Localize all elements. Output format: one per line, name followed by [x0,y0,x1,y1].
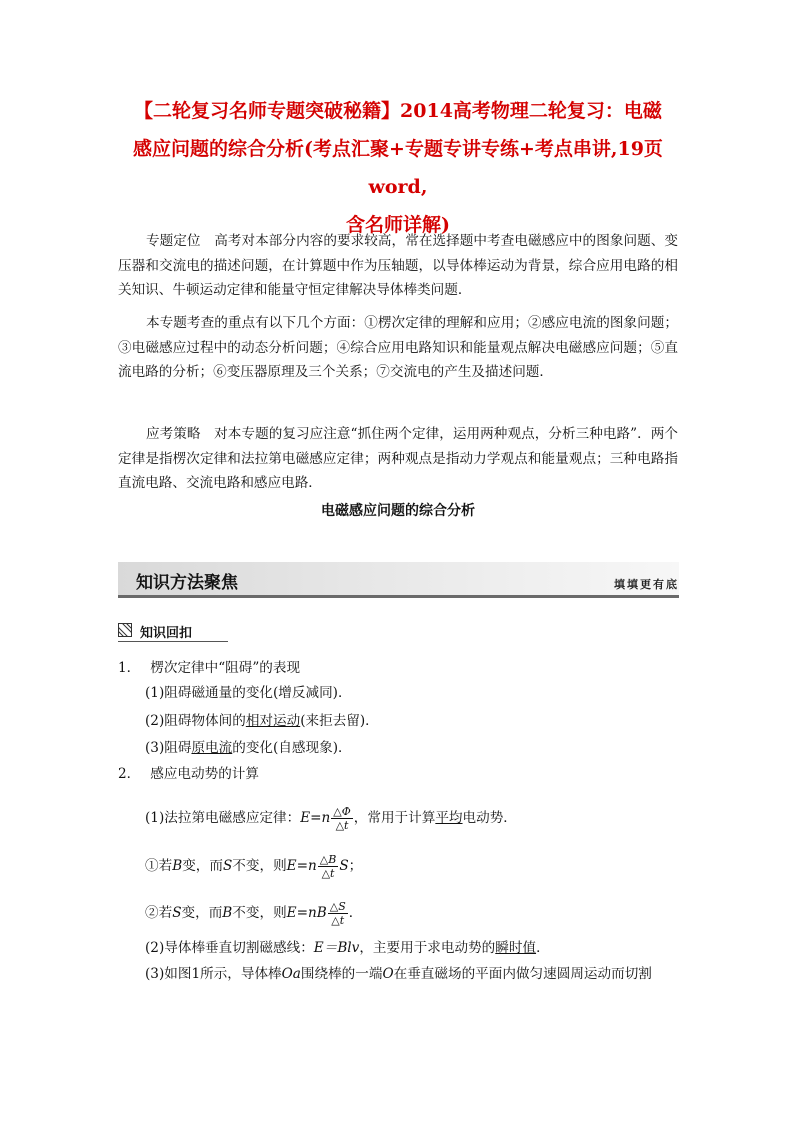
intro-paragraph-focus: 本专题考查的重点有以下几个方面：①楞次定律的理解和应用；②感应电流的图象问题；③电磁感应过程中的动态分析问题；④综合应用电路知识和能量观点解决电磁感应问题；⑤直流电路的分析；⑥变压器原理及三个关系；⑦交流电的产生及描述问题． [118,315,678,380]
hatched-square-icon [118,623,132,637]
underlined-term: 平均 [435,810,463,826]
knowledge-review-underline [118,641,228,642]
list-text: 楞次定律中“阻碍”的表现 [150,660,301,676]
list-item-2-3: (3)如图1所示，导体棒Oa围绕棒的一端O在垂直磁场的平面内做匀速圆周运动而切割 [145,966,652,982]
underlined-term: 相对运动 [245,713,301,729]
section-title: 电磁感应问题的综合分析 [321,503,475,519]
intro-paragraph-positioning: 专题定位 高考对本部分内容的要求较高，常在选择题中考查电磁感应中的图象问题、变压器和交流电的描述问题，在计算题中作为压轴题，以导体棒运动为背景，综合应用电路的相关知识、牛顿运动定律和能量守恒定律解决导体棒类问题． [118,233,678,298]
list-text: 感应电动势的计算 [150,766,259,782]
list-item-2-2: (2)导体棒垂直切割磁感线：E＝Blv，主要用于求电动势的瞬时值． [145,940,550,956]
list-item-1-3: (3)阻碍原电流的变化(自感现象)． [145,740,352,756]
knowledge-review-heading [118,620,228,644]
banner-title: 知识方法聚焦 [136,573,238,593]
title-line-2: 感应问题的综合分析(考点汇聚+专题专讲专练+考点串讲,19页word, [133,138,663,198]
list-item-1-1: (1)阻碍磁通量的变化(增反减同)． [145,685,352,701]
intro-paragraph-strategy: 应考策略 对本专题的复习应注意“抓住两个定律，运用两种观点，分析三种电路”．两个定律是指楞次定律和法拉第电磁感应定律；两种观点是指动力学观点和能量观点；三种电路指直流电路、交流电路和感应电路． [118,426,678,491]
fraction: $\frac{\triangle B}{\triangle t}$ [319,853,337,880]
underlined-term: 瞬时值 [495,940,537,956]
underlined-term: 原电流 [191,740,233,756]
list-item-1-2: (2)阻碍物体间的相对运动(来拒去留)． [145,713,379,729]
list-number: 1． [118,660,141,676]
banner-tagline: 填填更有底 [614,578,679,591]
list-item-1 [118,658,300,678]
list-item-2-1: (1)法拉第电磁感应定律：E=n $\frac{\triangle\Phi}{\triangle t}$ ，常用于计算平均电动势． [145,805,517,832]
knowledge-banner [118,562,679,600]
knowledge-review-label: 知识回扣 [140,626,193,641]
title-line-1: 【二轮复习名师专题突破秘籍】2014高考物理二轮复习：电磁 [134,100,662,122]
list-number: 2． [118,766,141,782]
banner-rule [118,595,679,598]
document-title [118,92,678,244]
list-item-2 [118,764,259,784]
list-item-2-1-a: ①若B变，而S不变，则E=n $\frac{\triangle B}{\triangle t}$ S； [145,853,363,880]
fraction: $\frac{\triangle S}{\triangle t}$ [329,900,346,927]
fraction: $\frac{\triangle\Phi}{\triangle t}$ [333,805,351,832]
list-item-2-1-b: ②若S变，而B不变，则E=nB $\frac{\triangle S}{\triangle t}$ ． [145,900,363,927]
title-line-3: 含名师详解) [346,214,450,236]
